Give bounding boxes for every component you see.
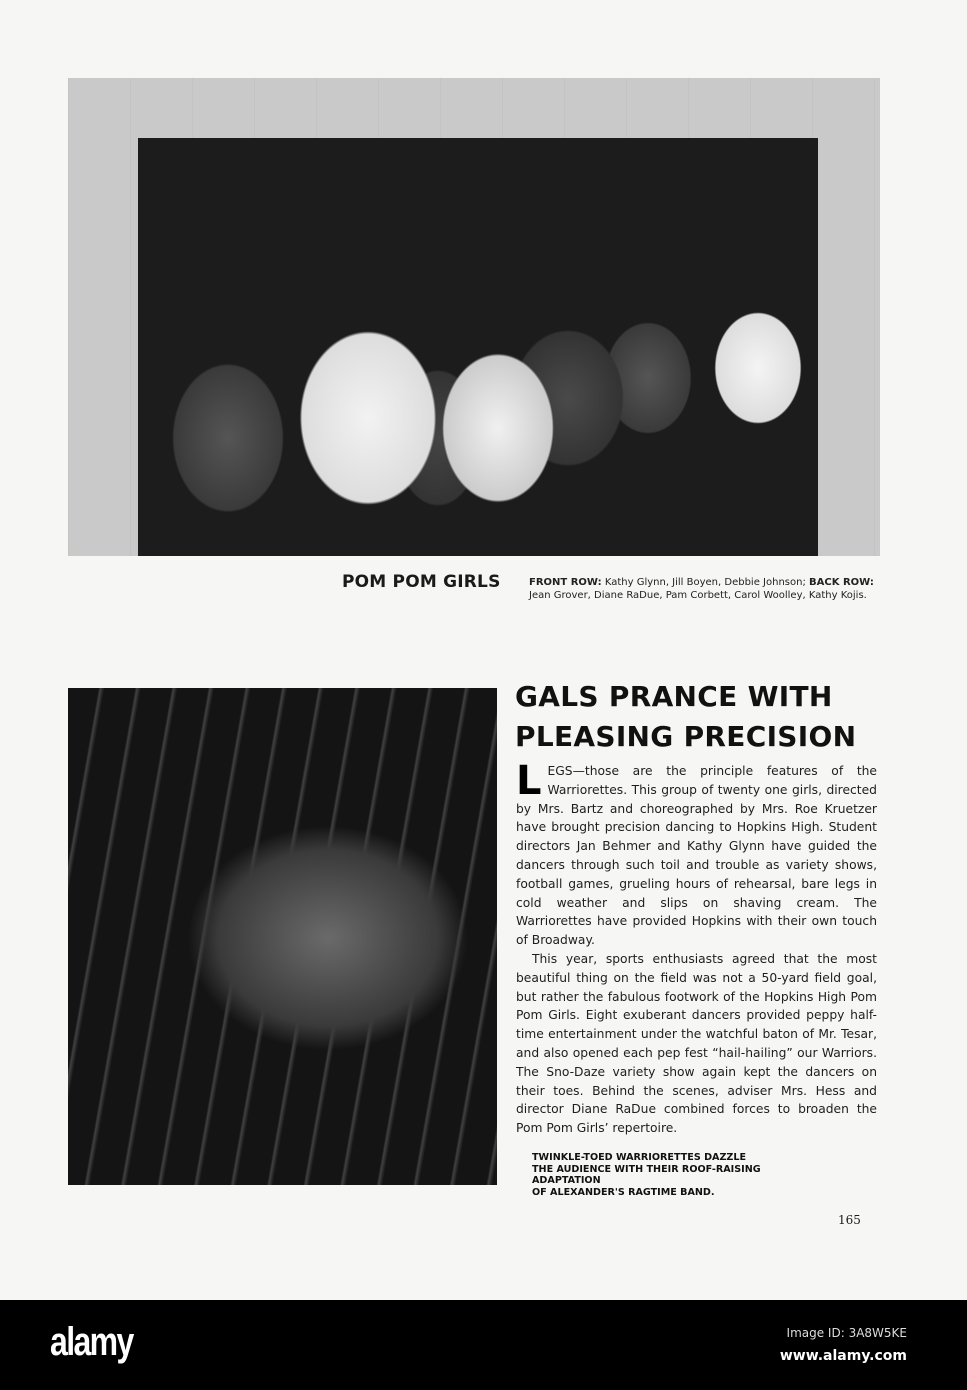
headline-line: PLEASING PRECISION: [515, 720, 857, 753]
headline-line: GALS PRANCE WITH: [515, 680, 833, 713]
front-row-label: FRONT ROW:: [529, 577, 602, 588]
alamy-logo: alamy: [50, 1320, 133, 1364]
article-headline: [515, 677, 885, 757]
drop-cap: L: [516, 758, 542, 804]
article-paragraph: This year, sports enthusiasts agreed that the most beautiful thing on the field was not a 50-yard field goal, but rather the fabulous footwork of the Hopkins High Pom Pom Girls. Eight exuberant dancers provided peppy half-time entertainment under the watchful baton of Mr. Tesar, and also opened each pep fest “hail-hailing” our Warriors. The Sno-Daze variety show again kept the dancers on their toes. Behind the scenes, adviser Mrs. Hess and director Diane RaDue combined forces to broaden the Pom Pom Girls’ repertoire.: [516, 951, 877, 1136]
photo-caption-names: [529, 576, 874, 602]
back-row-label: BACK ROW:: [809, 577, 874, 588]
warriorettes-photo: [68, 688, 497, 1185]
warriorettes-caption: [532, 1152, 832, 1198]
watermark-bar: [0, 1300, 967, 1390]
article-body: [516, 758, 877, 1138]
watermark-url: www.alamy.com: [779, 1348, 907, 1364]
paragraph-text: EGS—those are the principle features of the Warriorettes. This group of twenty one girls, directed by Mrs. Bartz and choreographed by Mrs. Roe Kruetzer have brought precision dancing to Hopkins High. Student directors Jan Behmer and Kathy Glynn have guided the dancers through such toil and trouble as variety shows, football games, grueling hours of rehearsal, bare legs in cold weather and slips on shaving cream. The Warriorettes have provided Hopkins with their own touch of Broadway.: [516, 764, 877, 948]
image-id: Image ID: 3A8W5KE: [786, 1326, 907, 1340]
caption-line: OF ALEXANDER'S RAGTIME BAND.: [532, 1186, 715, 1198]
article-paragraph: [516, 758, 877, 950]
front-row-names: Kathy Glynn, Jill Boyen, Debbie Johnson;: [604, 577, 806, 588]
photo-caption-title: POM POM GIRLS: [342, 572, 501, 592]
caption-line: TWINKLE-TOED WARRIORETTES DAZZLE: [532, 1152, 747, 1163]
page-number: 165: [838, 1213, 861, 1227]
pom-pom-girls-photo: [68, 78, 880, 556]
caption-line: THE AUDIENCE WITH THEIR ROOF-RAISING ADAPTATION: [532, 1163, 761, 1186]
back-row-names: Jean Grover, Diane RaDue, Pam Corbett, Carol Woolley, Kathy Kojis.: [529, 590, 867, 601]
